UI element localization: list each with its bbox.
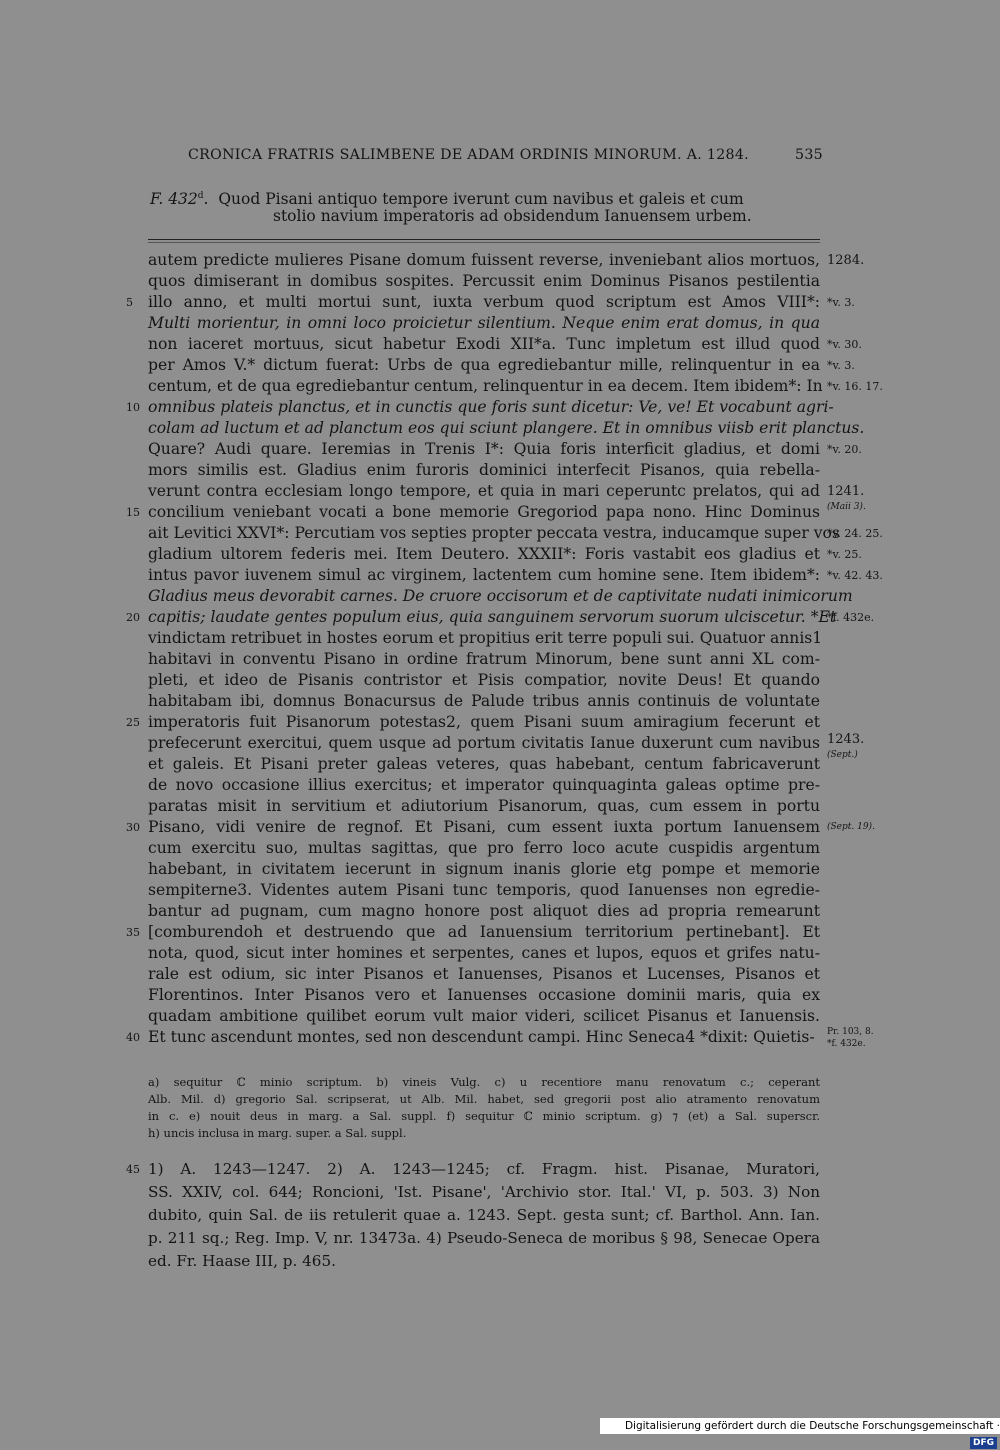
text-line: [comburendoh et destruendo que ad Ianuensium territorium pertinebant]. Et	[148, 923, 820, 941]
text-line: habitavi in conventu Pisano in ordine fratrum Minorum, bene sunt anni XL com-	[148, 650, 820, 668]
apparatus-line: Alb. Mil. d) gregorio Sal. scripserat, ut Alb. Mil. habet, sed gregorii post alio atramento renovatum	[148, 1092, 820, 1106]
text-line: imperatoris fuit Pisanorum potestas2, quem Pisani suum amiragium fecerunt et	[148, 713, 820, 731]
footnote-line: dubito, quin Sal. de iis retulerit quae a. 1243. Sept. gesta sunt; cf. Barthol. Ann. Ian.	[148, 1206, 820, 1224]
text-line: Florentinos. Inter Pisanos vero et Ianuenses occasione dominii maris, quia ex	[148, 986, 820, 1004]
text-line: pleti, et ideo de Pisanis contristor et Pisis compatior, novite Deus! Et quando	[148, 671, 820, 689]
text-line: Pisano, vidi venire de regnof. Et Pisani, cum essent iuxta portum Ianuensem	[148, 818, 820, 836]
text-line: vindictam retribuet in hostes eorum et propitius erit terre populi sui. Quatuor annis1	[148, 629, 823, 647]
text-line: non iaceret mortuus, sicut habetur Exodi XII*a. Tunc impletum est illud quod	[148, 335, 820, 353]
apparatus-line: in c. e) nouit deus in marg. a Sal. suppl. f) sequitur ℂ minio scriptum. g) ⁊ (et) a Sal. superscr.	[148, 1109, 820, 1123]
rubric-divider	[148, 239, 820, 240]
margin-date: (Maii 3).	[827, 502, 866, 512]
dfg-logo-icon: DFG	[970, 1437, 997, 1449]
text-line: Et tunc ascendunt montes, sed non descendunt campi. Hinc Seneca4 *dixit: Quietis-	[148, 1028, 815, 1046]
text-line: ait Levitici XXVI*: Percutiam vos septies propter peccata vestra, inducamque super vos	[148, 524, 840, 542]
text-line: habitabam ibi, domnus Bonacursus de Palude tribus annis continuis de voluntate	[148, 692, 820, 710]
margin-reference: *v. 20.	[827, 443, 862, 456]
margin-reference: *v. 3.	[827, 296, 855, 309]
running-title: CRONICA FRATRIS SALIMBENE DE ADAM ORDINIS MINORUM. A. 1284.	[188, 147, 749, 163]
line-number: 35	[126, 926, 140, 939]
text-line: omnibus plateis planctus, et in cunctis que foris sunt dicetur: Ve, ve! Et vocabunt agri-	[148, 398, 834, 416]
footnote-line: ed. Fr. Haase III, p. 465.	[148, 1252, 336, 1270]
text-line: cum exercitu suo, multas sagittas, que pro ferro loco acute cuspidis argentum	[148, 839, 820, 857]
funding-text: Digitalisierung gefördert durch die Deutsche Forschungsgemeinschaft ·	[624, 1420, 1000, 1432]
text-line: bantur ad pugnam, cum magno honore post aliquot dies ad propria remearunt	[148, 902, 820, 920]
rubric-text-1: Quod Pisani antiquo tempore iverunt cum navibus et galeis et cum	[218, 190, 744, 209]
rubric-line-1: F. 432$^d$. Quod Pisani antiquo tempore iverunt cum navibus et galeis et cum	[150, 190, 744, 209]
text-line: mors similis est. Gladius enim furoris dominici interfecit Pisanos, quia rebella-	[148, 461, 820, 479]
margin-date: (Sept. 19).	[827, 822, 875, 832]
margin-reference: *v. 24. 25.	[827, 527, 883, 540]
line-number: 45	[126, 1163, 140, 1176]
margin-reference: *v. 42. 43.	[827, 569, 883, 582]
text-line: concilium veniebant vocati a bone memorie Gregoriod papa nono. Hinc Dominus	[148, 503, 820, 521]
text-line: sempiterne3. Videntes autem Pisani tunc temporis, quod Ianuenses non egredie-	[148, 881, 820, 899]
text-line: centum, et de qua egrediebantur centum, relinquentur in ea decem. Item ibidem*: In	[148, 377, 823, 395]
margin-year: 1241.	[827, 484, 865, 499]
text-line: nota, quod, sicut inter homines et serpentes, canes et lupos, equos et grifes natu-	[148, 944, 820, 962]
folio-superscript: d	[197, 191, 204, 201]
text-line: et galeis. Et Pisani preter galeas veteres, quas habebant, centum fabricaverunt	[148, 755, 820, 773]
text-line: quadam ambitione quilibet eorum vult maior videri, scilicet Pisanus et Ianuensis.	[148, 1007, 820, 1025]
text-line: illo anno, et multi mortui sunt, iuxta verbum quod scriptum est Amos VIII*:	[148, 293, 820, 311]
margin-reference: *v. 30.	[827, 338, 862, 351]
text-line: gladium ultorem federis mei. Item Deutero. XXXII*: Foris vastabit eos gladius et	[148, 545, 820, 563]
apparatus-line: h) uncis inclusa in marg. super. a Sal. suppl.	[148, 1126, 407, 1140]
margin-folio: *f. 432e.	[827, 1039, 866, 1049]
margin-reference: *v. 3.	[827, 359, 855, 372]
rubric-line-2: stolio navium imperatoris ad obsidendum Ianuensem urbem.	[273, 207, 752, 225]
page-number: 535	[795, 147, 823, 163]
footnote-line: 1) A. 1243—1247. 2) A. 1243—1245; cf. Fragm. hist. Pisanae, Muratori,	[148, 1160, 820, 1178]
apparatus-line: a) sequitur ℂ minio scriptum. b) vineis Vulg. c) u recentiore manu renovatum c.; ceperant	[148, 1075, 820, 1089]
text-line: Multi morientur, in omni loco proicietur silentium. Neque enim erat domus, in qua	[148, 314, 820, 332]
line-number: 20	[126, 611, 140, 624]
margin-reference: Pr. 103, 8.	[827, 1027, 874, 1037]
margin-date: (Sept.)	[827, 750, 858, 760]
folio-reference: F. 432	[150, 190, 198, 209]
line-number: 40	[126, 1031, 140, 1044]
margin-folio: *f. 432e.	[827, 611, 875, 624]
text-line: quos dimiserant in domibus sospites. Percussit enim Dominus Pisanos pestilentia	[148, 272, 820, 290]
text-line: Quare? Audi quare. Ieremias in Trenis I*: Quia foris interficit gladius, et domi	[148, 440, 820, 458]
text-line: colam ad luctum et ad planctum eos qui sciunt plangere. Et in omnibus viisb erit planctus.	[148, 419, 865, 437]
text-line: de novo occasione illius exercitus; et imperator quinquaginta galeas optime pre-	[148, 776, 820, 794]
margin-reference: *v. 25.	[827, 548, 862, 561]
text-line: capitis; laudate gentes populum eius, quia sanguinem servorum suorum ulciscetur. *Et	[148, 608, 837, 626]
text-line: rale est odium, sic inter Pisanos et Ianuenses, Pisanos et Lucenses, Pisanos et	[148, 965, 820, 983]
text-line: Gladius meus devorabit carnes. De cruore occisorum et de captivitate nudati inimicorum	[148, 587, 853, 605]
line-number: 30	[126, 821, 140, 834]
text-line: prefecerunt exercitui, quem usque ad portum civitatis Ianue duxerunt cum navibus	[148, 734, 820, 752]
text-line: autem predicte mulieres Pisane domum fuissent reverse, inveniebant alios mortuos,	[148, 251, 820, 269]
line-number: 5	[126, 296, 133, 309]
text-line: habebant, in civitatem iecerunt in signum inanis glorie etg pompe et memorie	[148, 860, 820, 878]
text-line: intus pavor iuvenem simul ac virginem, lactentem cum homine sene. Item ibidem*:	[148, 566, 820, 584]
text-line: paratas misit in servitium et adiutorium Pisanorum, quas, cum essem in portu	[148, 797, 820, 815]
text-line: per Amos V.* dictum fuerat: Urbs de qua egrediebantur mille, relinquentur in ea	[148, 356, 820, 374]
line-number: 15	[126, 506, 140, 519]
line-number: 25	[126, 716, 140, 729]
line-number: 10	[126, 401, 140, 414]
rubric-divider-thin	[148, 242, 820, 243]
margin-year: 1243.	[827, 732, 865, 747]
footnote-line: SS. XXIV, col. 644; Roncioni, 'Ist. Pisane', 'Archivio stor. Ital.' VI, p. 503. 3) Non	[148, 1183, 820, 1201]
margin-year: 1284.	[827, 253, 865, 268]
text-line: verunt contra ecclesiam longo tempore, et quia in mari ceperuntc prelatos, qui ad	[148, 482, 820, 500]
funding-footer	[600, 1418, 1000, 1448]
footnote-line: p. 211 sq.; Reg. Imp. V, nr. 13473a. 4) Pseudo-Seneca de moribus § 98, Senecae Opera	[148, 1229, 820, 1247]
margin-reference: *v. 16. 17.	[827, 380, 883, 393]
